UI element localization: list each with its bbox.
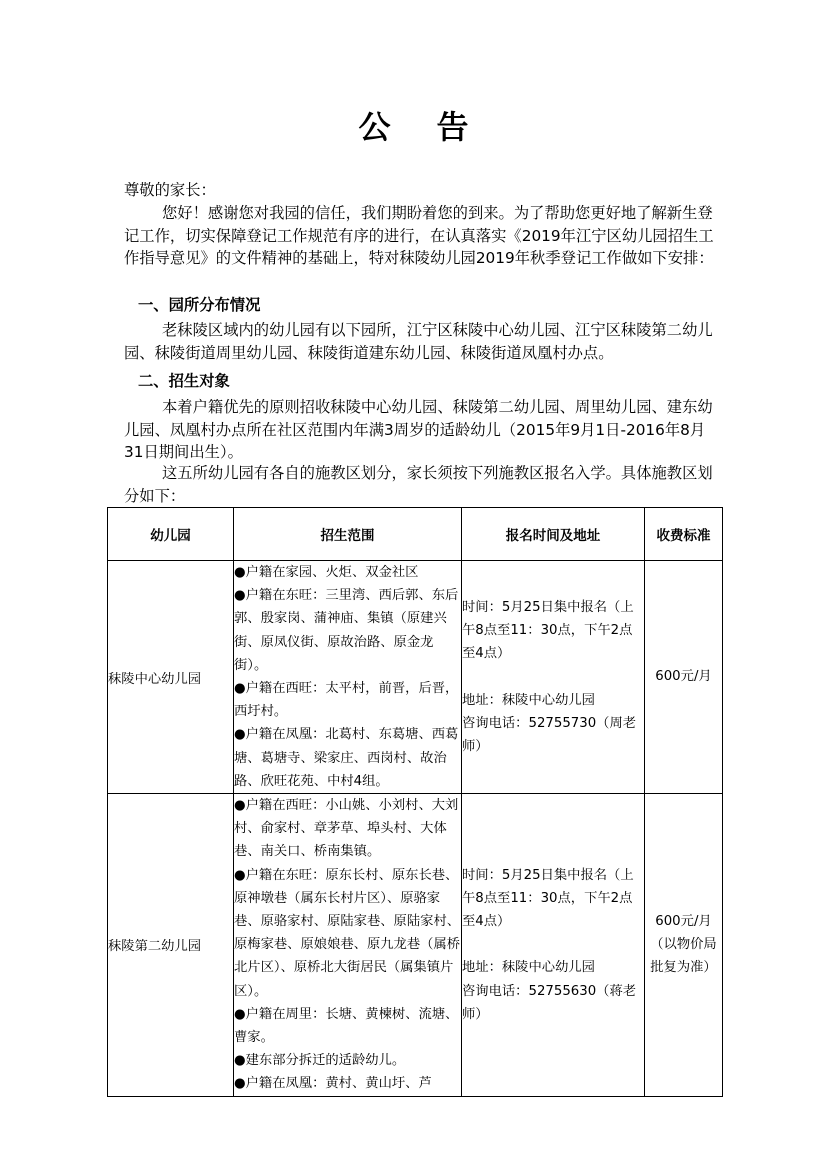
table-row	[108, 794, 723, 1097]
registration-info	[462, 561, 645, 794]
consult-phone: 咨询电话：52755730（周老师）	[462, 715, 637, 754]
registration-time: 时间：5月25日集中报名（上午8点至11：30点，下午2点至4点）	[462, 867, 634, 930]
registration-address: 地址：秣陵中心幼儿园	[462, 692, 595, 708]
registration-address: 地址：秣陵中心幼儿园	[462, 960, 595, 976]
scope-entry: ● 户籍在周里：长塘、黄楝树、流塘、曹家。	[234, 1003, 461, 1049]
registration-info	[462, 794, 645, 1097]
header-scope: 招生范围	[234, 508, 462, 561]
fee-standard: 600元/月（以物价局批复为准）	[645, 794, 723, 1097]
scope-entry: ● 户籍在东旺：三里湾、西后郭、东后郭、殷家岗、蒲神庙、集镇（原建兴街、原凤仪街、原故治路、原金龙街）。	[234, 584, 461, 677]
section2-body-2: 这五所幼儿园有各自的施教区划分，家长须按下列施教区报名入学。具体施教区划分如下：	[124, 464, 713, 505]
kindergarten-name: 秣陵第二幼儿园	[108, 794, 234, 1097]
table-header-row	[108, 508, 723, 561]
registration-time: 时间：5月25日集中报名（上午8点至11：30点，下午2点至4点）	[462, 599, 634, 662]
enrollment-table	[107, 507, 723, 1097]
kindergarten-name: 秣陵中心幼儿园	[108, 561, 234, 794]
section1-heading: 一、园所分布情况	[138, 296, 261, 314]
header-fee: 收费标准	[645, 508, 723, 561]
fee-standard: 600元/月	[645, 561, 723, 794]
scope-entry: ● 户籍在西旺：太平村，前晋，后晋，西圩村。	[234, 677, 461, 723]
scope-entry: ● 户籍在凤凰：北葛村、东葛塘、西葛塘、葛塘寺、梁家庄、西岗村、故治路、欣旺花苑、中村4组。	[234, 723, 461, 793]
scope-entry: ● 户籍在凤凰：黄村、黄山圩、芦	[234, 1072, 461, 1095]
notice-title: 公告	[358, 108, 515, 146]
scope-entry: ● 户籍在西旺：小山姚、小刘村、大刘村、俞家村、章茅草、埠头村、大体巷、南关口、桥南集镇。	[234, 794, 461, 864]
section1-body: 老秣陵区域内的幼儿园有以下园所，江宁区秣陵中心幼儿园、江宁区秣陵第二幼儿园、秣陵街道周里幼儿园、秣陵街道建东幼儿园、秣陵街道凤凰村办点。	[124, 321, 713, 362]
section2-body: 本着户籍优先的原则招收秣陵中心幼儿园、秣陵第二幼儿园、周里幼儿园、建东幼儿园、凤凰村办点所在社区范围内年满3周岁的适龄幼儿（2015年9月1日-2016年8月31日期间出生）。	[124, 398, 713, 462]
header-kindergarten: 幼儿园	[108, 508, 234, 561]
consult-phone: 咨询电话：52755630（蒋老师）	[462, 983, 637, 1022]
table-row	[108, 561, 723, 794]
enrollment-scope	[234, 561, 462, 794]
greeting: 尊敬的家长：	[124, 181, 216, 199]
scope-entry: ● 建东部分拆迁的适龄幼儿。	[234, 1049, 461, 1072]
enrollment-scope	[234, 794, 462, 1097]
scope-entry: ● 户籍在东旺：原东长村、原东长巷、原神墩巷（属东长村片区）、原骆家巷、原骆家村、原陆家巷、原陆家村、原梅家巷、原娘娘巷、原九龙巷（属桥北片区）、原桥北大街居民（属集镇片区）。	[234, 864, 461, 1003]
header-time-address: 报名时间及地址	[462, 508, 645, 561]
section2-heading: 二、招生对象	[138, 372, 230, 390]
scope-entry: ● 户籍在家园、火炬、双金社区	[234, 561, 461, 584]
intro-paragraph: 您好！感谢您对我园的信任，我们期盼着您的到来。为了帮助您更好地了解新生登记工作，切实保障登记工作规范有序的进行，在认真落实《2019年江宁区幼儿园招生工作指导意见》的文件精神的基础上，特对秣陵幼儿园2019年秋季登记工作做如下安排：	[124, 204, 714, 268]
